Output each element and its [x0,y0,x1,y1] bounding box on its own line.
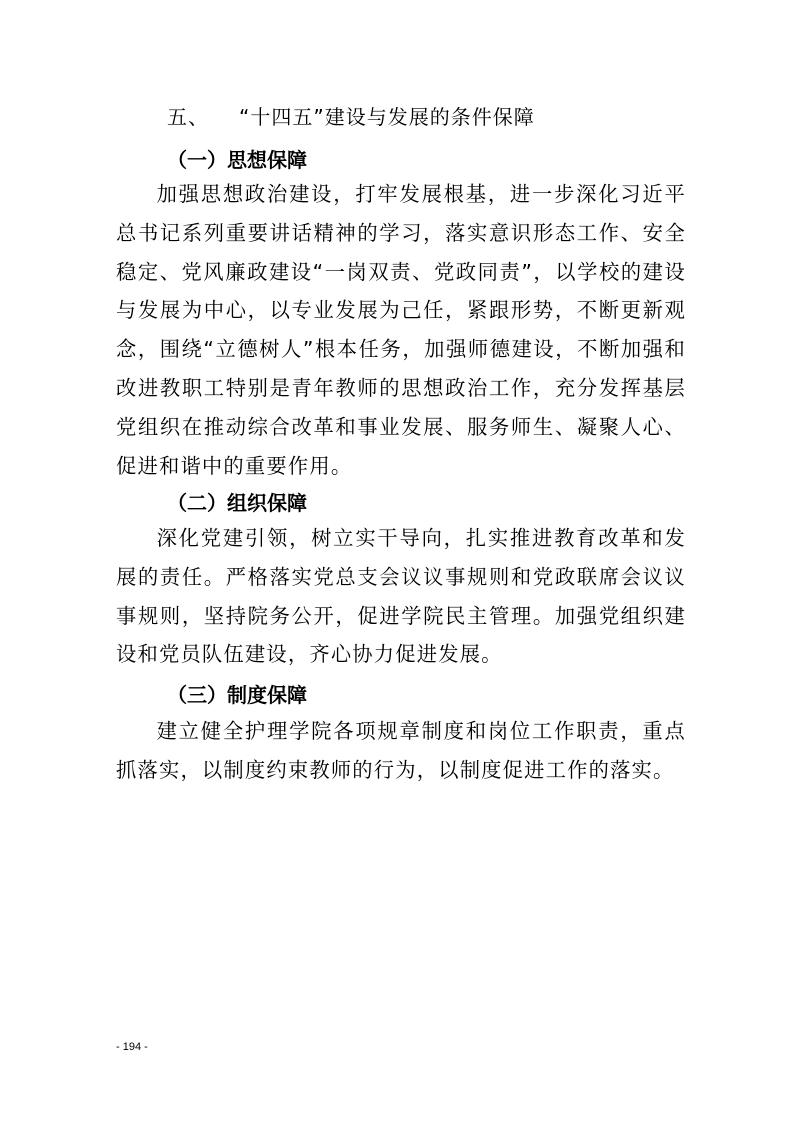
paragraph-system: 建立健全护理学院各项规章制度和岗位工作职责，重点抓落实，以制度约束教师的行为，以制度促进工作的落实。 [116,719,686,782]
subsection-heading-ideology: （一）思想保障 [167,148,307,172]
section-number: 五、 [167,105,209,129]
section-title: “十四五”建设与发展的条件保障 [239,105,535,129]
subsection-heading-organization: （二）组织保障 [167,491,307,515]
paragraph-organization: 深化党建引领，树立实干导向，扎实推进教育改革和发展的责任。严格落实党总支会议议事规则和党政联席会议议事规则，坚持院务公开，促进学院民主管理。加强党组织建设和党员队伍建设，齐心协力促进发展。 [116,526,686,667]
paragraph-ideology: 加强思想政治建设，打牢发展根基，进一步深化习近平总书记系列重要讲话精神的学习，落实意识形态工作、安全稳定、党风廉政建设“一岗双责、党政同责”，以学校的建设与发展为中心，以专业发展为己任，紧跟形势，不断更新观念，围绕“立德树人”根本任务，加强师德建设，不断加强和改进教职工特别是青年教师的思想政治工作，充分发挥基层党组织在推动综合改革和事业发展、服务师生、凝聚人心、促进和谐中的重要作用。 [116,182,686,478]
subsection-heading-system: （三）制度保障 [167,683,307,707]
section-heading [167,103,535,131]
page-number: - 194 - [116,1041,148,1053]
